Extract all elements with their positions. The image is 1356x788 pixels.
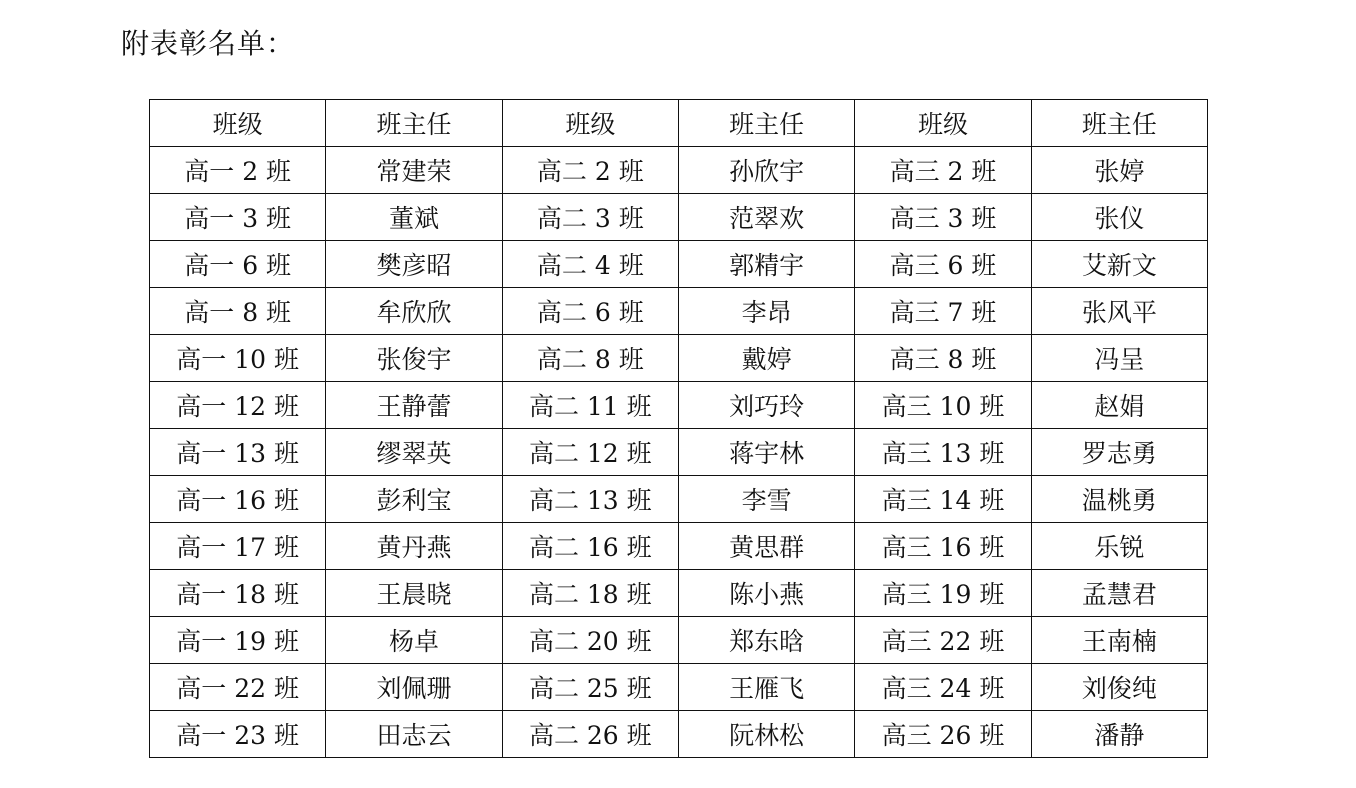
class-cell: 高三 16 班 (855, 523, 1031, 570)
class-cell: 高二 25 班 (502, 664, 678, 711)
teacher-cell: 陈小燕 (678, 570, 854, 617)
class-cell: 高三 22 班 (855, 617, 1031, 664)
teacher-cell: 刘俊纯 (1031, 664, 1207, 711)
table-row (150, 241, 1208, 288)
teacher-cell: 郑东晗 (678, 617, 854, 664)
header-teacher: 班主任 (326, 100, 502, 147)
class-cell: 高一 18 班 (150, 570, 326, 617)
teacher-cell: 张仪 (1031, 194, 1207, 241)
class-cell: 高二 16 班 (502, 523, 678, 570)
teacher-cell: 潘静 (1031, 711, 1207, 758)
class-cell: 高三 3 班 (855, 194, 1031, 241)
table-row (150, 664, 1208, 711)
class-cell: 高一 10 班 (150, 335, 326, 382)
teacher-cell: 张婷 (1031, 147, 1207, 194)
teacher-cell: 张俊宇 (326, 335, 502, 382)
header-class: 班级 (150, 100, 326, 147)
table-row (150, 147, 1208, 194)
teacher-cell: 罗志勇 (1031, 429, 1207, 476)
teacher-cell: 黄丹燕 (326, 523, 502, 570)
class-cell: 高三 26 班 (855, 711, 1031, 758)
honor-list-table (149, 99, 1208, 758)
class-cell: 高二 20 班 (502, 617, 678, 664)
class-cell: 高一 13 班 (150, 429, 326, 476)
class-cell: 高三 14 班 (855, 476, 1031, 523)
teacher-cell: 黄思群 (678, 523, 854, 570)
table-row (150, 476, 1208, 523)
teacher-cell: 张风平 (1031, 288, 1207, 335)
teacher-cell: 王南楠 (1031, 617, 1207, 664)
class-cell: 高一 2 班 (150, 147, 326, 194)
teacher-cell: 刘佩珊 (326, 664, 502, 711)
class-cell: 高三 2 班 (855, 147, 1031, 194)
teacher-cell: 冯呈 (1031, 335, 1207, 382)
teacher-cell: 董斌 (326, 194, 502, 241)
teacher-cell: 范翠欢 (678, 194, 854, 241)
teacher-cell: 阮林松 (678, 711, 854, 758)
header-class: 班级 (855, 100, 1031, 147)
header-teacher: 班主任 (1031, 100, 1207, 147)
class-cell: 高一 12 班 (150, 382, 326, 429)
teacher-cell: 郭精宇 (678, 241, 854, 288)
class-cell: 高二 6 班 (502, 288, 678, 335)
header-teacher: 班主任 (678, 100, 854, 147)
table-row (150, 523, 1208, 570)
document-title: 附表彰名单： (121, 27, 296, 60)
class-cell: 高三 13 班 (855, 429, 1031, 476)
table-row (150, 194, 1208, 241)
class-cell: 高一 22 班 (150, 664, 326, 711)
teacher-cell: 艾新文 (1031, 241, 1207, 288)
table-header-row (150, 100, 1208, 147)
class-cell: 高二 11 班 (502, 382, 678, 429)
class-cell: 高二 2 班 (502, 147, 678, 194)
table-row (150, 335, 1208, 382)
class-cell: 高一 8 班 (150, 288, 326, 335)
class-cell: 高三 6 班 (855, 241, 1031, 288)
teacher-cell: 王晨晓 (326, 570, 502, 617)
teacher-cell: 蒋宇林 (678, 429, 854, 476)
teacher-cell: 常建荣 (326, 147, 502, 194)
class-cell: 高三 10 班 (855, 382, 1031, 429)
class-cell: 高一 6 班 (150, 241, 326, 288)
class-cell: 高三 24 班 (855, 664, 1031, 711)
class-cell: 高二 18 班 (502, 570, 678, 617)
table-row (150, 288, 1208, 335)
class-cell: 高一 17 班 (150, 523, 326, 570)
teacher-cell: 樊彦昭 (326, 241, 502, 288)
teacher-cell: 乐锐 (1031, 523, 1207, 570)
teacher-cell: 李昂 (678, 288, 854, 335)
table-row (150, 617, 1208, 664)
teacher-cell: 李雪 (678, 476, 854, 523)
class-cell: 高二 12 班 (502, 429, 678, 476)
teacher-cell: 牟欣欣 (326, 288, 502, 335)
header-class: 班级 (502, 100, 678, 147)
class-cell: 高一 23 班 (150, 711, 326, 758)
teacher-cell: 刘巧玲 (678, 382, 854, 429)
table-body (150, 147, 1208, 758)
class-cell: 高二 4 班 (502, 241, 678, 288)
class-cell: 高三 7 班 (855, 288, 1031, 335)
class-cell: 高一 19 班 (150, 617, 326, 664)
teacher-cell: 温桃勇 (1031, 476, 1207, 523)
teacher-cell: 孙欣宇 (678, 147, 854, 194)
teacher-cell: 赵娟 (1031, 382, 1207, 429)
class-cell: 高一 3 班 (150, 194, 326, 241)
teacher-cell: 孟慧君 (1031, 570, 1207, 617)
teacher-cell: 田志云 (326, 711, 502, 758)
class-cell: 高二 8 班 (502, 335, 678, 382)
class-cell: 高一 16 班 (150, 476, 326, 523)
table-row (150, 429, 1208, 476)
class-cell: 高二 26 班 (502, 711, 678, 758)
class-cell: 高三 19 班 (855, 570, 1031, 617)
teacher-cell: 戴婷 (678, 335, 854, 382)
table-row (150, 570, 1208, 617)
class-cell: 高三 8 班 (855, 335, 1031, 382)
teacher-cell: 彭利宝 (326, 476, 502, 523)
teacher-cell: 缪翠英 (326, 429, 502, 476)
table-row (150, 382, 1208, 429)
table-row (150, 711, 1208, 758)
class-cell: 高二 3 班 (502, 194, 678, 241)
class-cell: 高二 13 班 (502, 476, 678, 523)
teacher-cell: 王雁飞 (678, 664, 854, 711)
teacher-cell: 杨卓 (326, 617, 502, 664)
teacher-cell: 王静蕾 (326, 382, 502, 429)
